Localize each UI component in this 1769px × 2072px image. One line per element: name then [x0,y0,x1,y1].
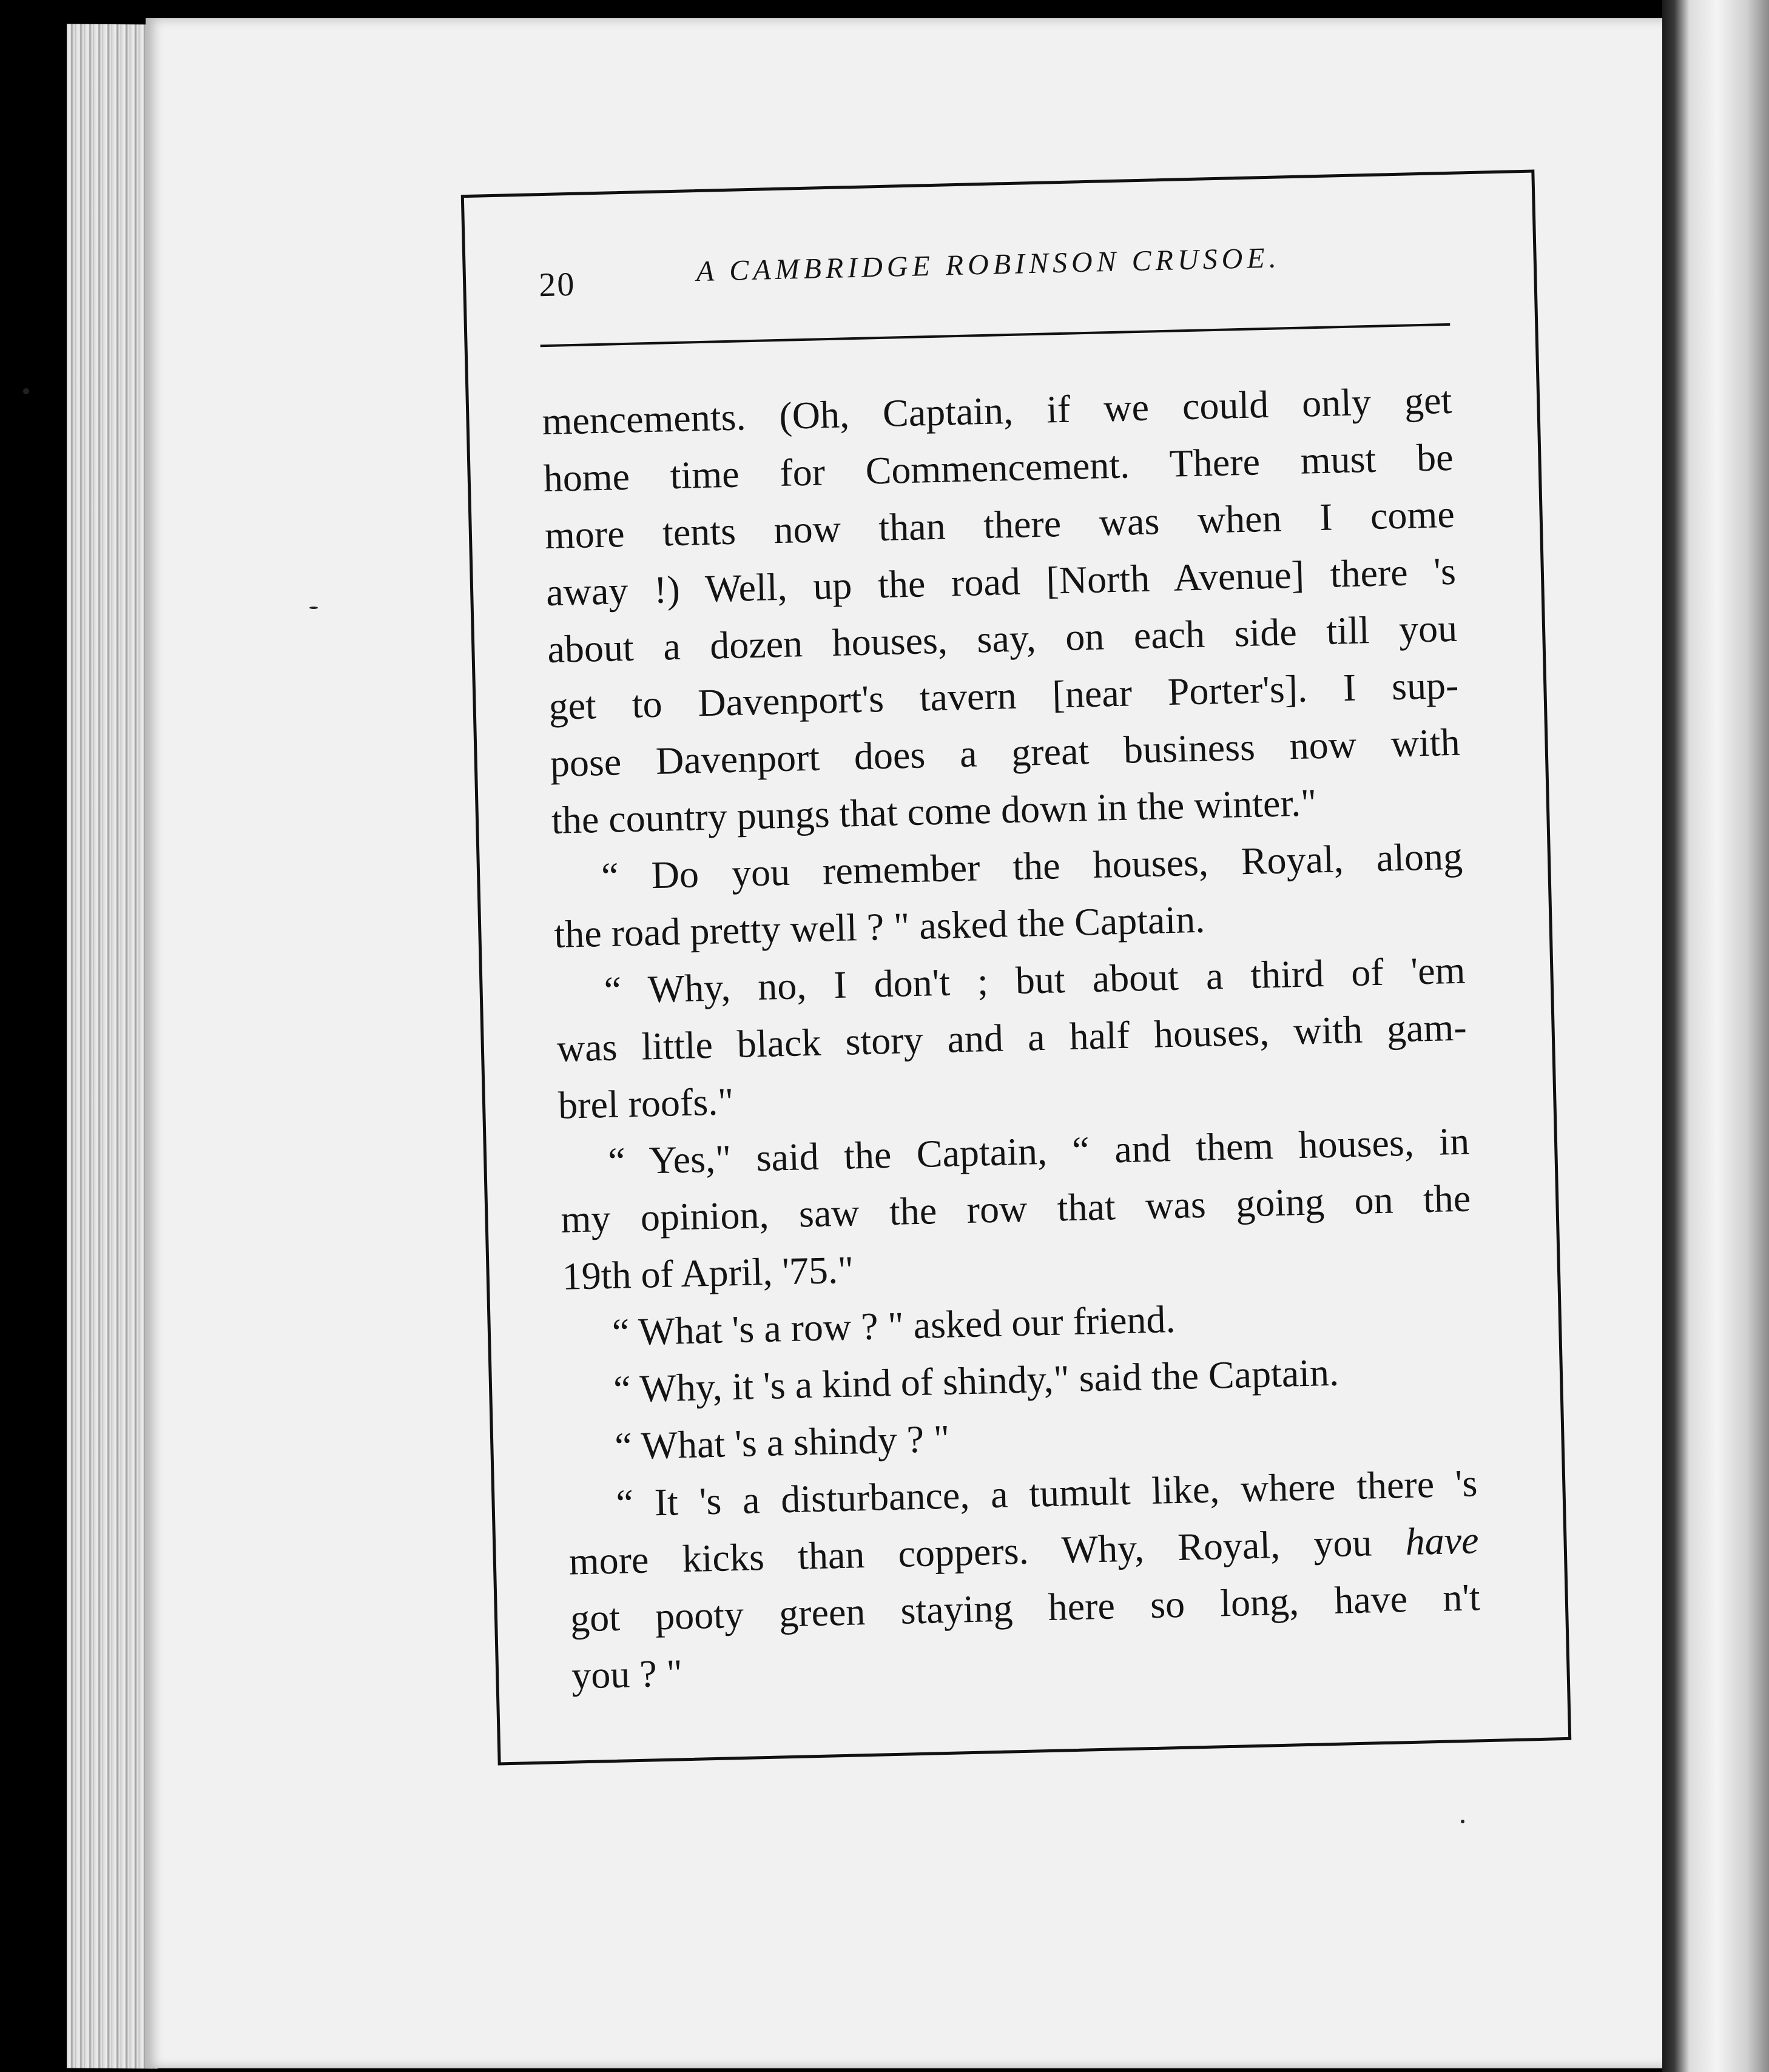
text-line: my opinion, saw the row that was going on the [560,1176,1471,1241]
text-line: more tents now than there was when I come [544,492,1455,557]
page-border-frame [461,170,1572,1766]
text-line: get to Davenport's tavern [near Porter's]. I sup- [548,663,1460,728]
text-line-start: more kicks than coppers. Why, Royal, you [568,1520,1406,1583]
page-content [538,232,1481,1697]
body-text [541,372,1482,1704]
scan-speck [1461,1820,1464,1823]
text-line: “ What 's a row ? " asked our friend. [612,1297,1176,1354]
running-title: A CAMBRIDGE ROBINSON CRUSOE. [696,241,1281,288]
text-line: 19th of April, '75." [561,1248,854,1298]
text-line: you ? " [571,1651,683,1697]
scan-speck [309,607,318,609]
page-number: 20 [538,265,576,304]
text-line: “ Do you remember the houses, Royal, along [601,834,1463,898]
text-line: pose Davenport does a great business now with [550,720,1461,785]
header-rule [541,323,1451,347]
text-line: about a dozen houses, say, on each side till you [547,606,1458,671]
text-line: away !) Well, up the road [North Avenue] there 's [545,549,1457,614]
binding-edge [1662,0,1769,2072]
text-line: home time for Commencement. There must be [542,435,1454,500]
text-line: “ Why, no, I don't ; but about a third of 'em [603,948,1466,1012]
text-line: brel roofs." [558,1080,735,1127]
text-line: “ Yes," said the Captain, “ and them houses, in [607,1119,1470,1183]
text-line: the road pretty well ? " asked the Captain. [553,897,1205,956]
text-line: the country pungs that come down in the winter." [551,781,1317,842]
text-line: “ Why, it 's a kind of shindy," said the Captain. [613,1350,1339,1411]
italic-word: have [1404,1518,1480,1564]
scan-speck [23,388,29,394]
running-head [538,232,1449,320]
page-edges [67,24,158,2068]
text-line: got pooty green staying here so long, have n't [570,1575,1481,1640]
text-line: “ What 's a shindy ? " [614,1416,951,1468]
text-line: mencements. (Oh, Captain, if we could only get [541,378,1452,443]
text-line: “ It 's a disturbance, a tumult like, where there 's [615,1461,1478,1525]
text-line: was little black story and a half houses, with gam- [556,1005,1467,1070]
